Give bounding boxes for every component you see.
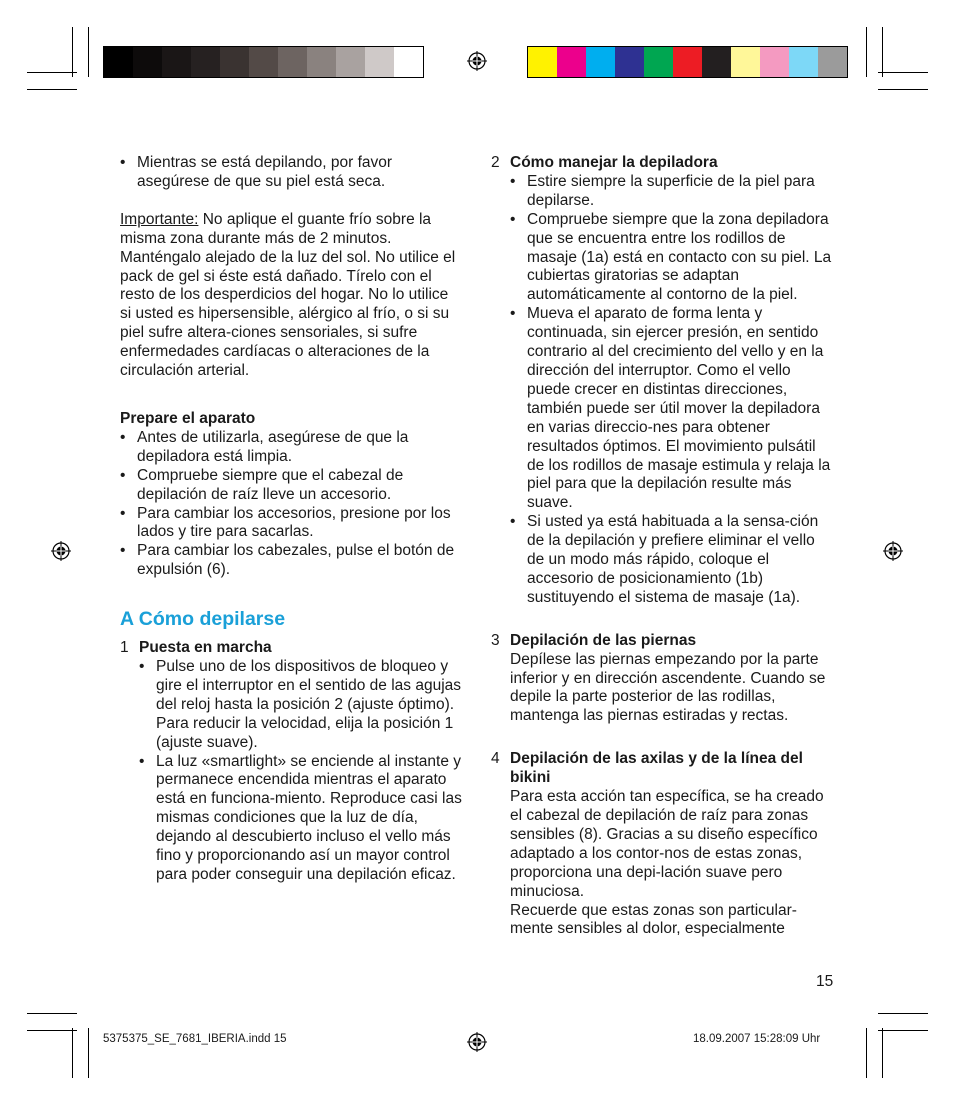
bullet-item: • Mueva el aparato de forma lenta y continuada, sin ejercer presión, en sentido contrario al del crecimiento del vello y en la dirección del interruptor. Como el vello puede crecer en distintas direcciones, también puede ser útil mover la depiladora en varias direccio-nes para obtener resultados óptimos. El movimiento pulsátil de los rodillos de masaje estimula y relaja la piel para que la depilación resulte más suave.: [510, 305, 831, 512]
step-text: Recuerde que estas zonas son particular-mente sensibles al dolor, especialmente: [510, 901, 797, 938]
step-heading: Depilación de las piernas: [510, 631, 697, 649]
prepare-heading: Prepare el aparato: [120, 409, 256, 427]
registration-mark-icon: [883, 541, 903, 561]
color-swatch: [133, 47, 162, 77]
color-swatch: [760, 47, 789, 77]
color-swatch: [278, 47, 307, 77]
footer-filename: 5375375_SE_7681_IBERIA.indd 15: [103, 1033, 287, 1045]
color-swatch: [307, 47, 336, 77]
bullet-item: • Para cambiar los accesorios, presione por los lados y tire para sacarlas.: [120, 504, 451, 541]
warning-paragraph: [120, 211, 462, 381]
step-heading: Depilación de las axilas y de la línea del bikini: [510, 750, 803, 787]
process-color-bar: [527, 46, 848, 78]
registration-mark-icon: [467, 51, 487, 71]
footer-timestamp: 18.09.2007 15:28:09 Uhr: [693, 1033, 821, 1045]
numbered-step: 2 Cómo manejar la depiladora • Estire siempre la superficie de la piel para depilarse. • Compruebe siempre que la zona depiladora que se encuentra entre los rodillos de masaje (1a) está en contacto con su piel. La cubiertas giratorias se adaptan automáticamente al contorno de la piel. • Mueva el aparato de forma lenta y continuada, sin ejercer presión, en sentido contrario al del crecimiento del vello y en la dirección del interruptor. Como el vello puede crecer en distintas direcciones, también puede ser útil mover la depiladora en varias direccio-nes para obtener resultados óptimos. El movimiento pulsátil de los rodillos de masaje estimula y relaja la piel para que la depilación resulte más suave. • Si usted ya está habituada a la sensa-ción de la depilación y prefiere eliminar el vello de un modo más rápido, coloque el accesorio de posicionamiento (1b) sustituyendo el sistema de masaje (1a).: [491, 154, 836, 608]
color-swatch: [615, 47, 644, 77]
color-swatch: [365, 47, 394, 77]
section-heading: A Cómo depilarse: [120, 608, 286, 631]
color-swatch: [249, 47, 278, 77]
color-swatch: [336, 47, 365, 77]
bullet-item: • Compruebe siempre que el cabezal de depilación de raíz lleve un accesorio.: [120, 466, 404, 503]
warning-text: No aplique el guante frío sobre la misma zona durante más de 2 minutos. Manténgalo alejado de la luz del sol. No utilice el pack de gel si éste está dañado. Tírelo con el resto de los desperdicios del hogar. No lo utilice si usted es hipersensible, alérgico al frío, o si su piel sufre altera-ciones sensoriales, si sufre enfermedades cardíacas o alteraciones de la circulación arterial.: [120, 210, 456, 380]
color-swatch: [673, 47, 702, 77]
registration-mark-icon: [51, 541, 71, 561]
bullet-item: • La luz «smartlight» se enciende al instante y permanece encendida mientras el aparato está en funciona-miento. Reproduce casi las mismas condiciones que la luz de día, dejando al descubierto incluso el vello más fino y proporcionando así un mayor control para poder conseguir una depilación eficaz.: [139, 752, 462, 883]
numbered-step: 3 Depilación de las piernas Depílese las piernas empezando por la parte inferior y en dirección ascendente. Cuando se depile la parte posterior de las rodillas, mantenga las piernas estiradas y rectas.: [491, 632, 836, 727]
bullet-item: • Estire siempre la superficie de la piel para depilarse.: [510, 172, 815, 209]
color-swatch: [394, 47, 423, 77]
right-column: [491, 154, 836, 939]
numbered-step: 4 Depilación de las axilas y de la línea del bikini Para esta acción tan específica, se ha creado el cabezal de depilación de raíz para zonas sensibles (8). Gracias a su diseño específico adaptado a los contor-nos de estas zonas, proporciona una depi-lación suave pero minuciosa. Recuerde que estas zonas son particular-mente sensibles al dolor, especialmente: [491, 750, 836, 939]
warning-label: Importante:: [120, 210, 199, 228]
bullet-item: • Pulse uno de los dispositivos de bloqueo y gire el interruptor en el sentido de las agujas del reloj hasta la posición 2 (ajuste óptimo). Para reducir la velocidad, elija la posición 1 (ajuste suave).: [139, 658, 462, 751]
bullet-item: • Mientras se está depilando, por favor asegúrese de que su piel está seca.: [120, 154, 393, 190]
bullet-item: • Antes de utilizarla, asegúrese de que la depiladora está limpia.: [120, 428, 409, 465]
step-text: Depílese las piernas empezando por la parte inferior y en dirección ascendente. Cuando se depile la parte posterior de las rodillas, mantenga las piernas estiradas y rectas.: [510, 650, 826, 725]
color-swatch: [586, 47, 615, 77]
color-swatch: [162, 47, 191, 77]
bullet-item: • Compruebe siempre que la zona depiladora que se encuentra entre los rodillos de masaje (1a) está en contacto con su piel. La cubiertas giratorias se adaptan automáticamente al contorno de la piel.: [510, 210, 832, 304]
step-heading: Cómo manejar la depiladora: [510, 154, 718, 171]
color-swatch: [702, 47, 731, 77]
color-swatch: [528, 47, 557, 77]
color-swatch: [104, 47, 133, 77]
gray-color-bar: [103, 46, 424, 78]
bullet-item: • Para cambiar los cabezales, pulse el botón de expulsión (6).: [120, 542, 455, 579]
left-column: [120, 154, 462, 885]
color-swatch: [191, 47, 220, 77]
color-swatch: [644, 47, 673, 77]
color-swatch: [789, 47, 818, 77]
numbered-step: 1 Puesta en marcha • Pulse uno de los dispositivos de bloqueo y gire el interruptor en el sentido de las agujas del reloj hasta la posición 2 (ajuste óptimo). Para reducir la velocidad, elija la posición 1 (ajuste suave). • La luz «smartlight» se enciende al instante y permanece encendida mientras el aparato está en funciona-miento. Reproduce casi las mismas condiciones que la luz de día, dejando al descubierto incluso el vello más fino y proporcionando así un mayor control para poder conseguir una depilación eficaz.: [120, 639, 462, 883]
bullet-item: • Si usted ya está habituada a la sensa-ción de la depilación y prefiere eliminar el vello de un modo más rápido, coloque el accesorio de posicionamiento (1b) sustituyendo el sistema de masaje (1a).: [510, 513, 819, 606]
registration-mark-icon: [467, 1032, 487, 1052]
page-number: 15: [816, 973, 834, 990]
color-swatch: [818, 47, 847, 77]
step-heading: Puesta en marcha: [139, 639, 272, 657]
color-swatch: [557, 47, 586, 77]
step-text: Para esta acción tan específica, se ha creado el cabezal de depilación de raíz para zonas sensibles (8). Gracias a su diseño específico adaptado a los contor-nos de estas zonas, proporciona una depi-lación suave pero minuciosa.: [510, 788, 824, 900]
color-swatch: [731, 47, 760, 77]
color-swatch: [220, 47, 249, 77]
